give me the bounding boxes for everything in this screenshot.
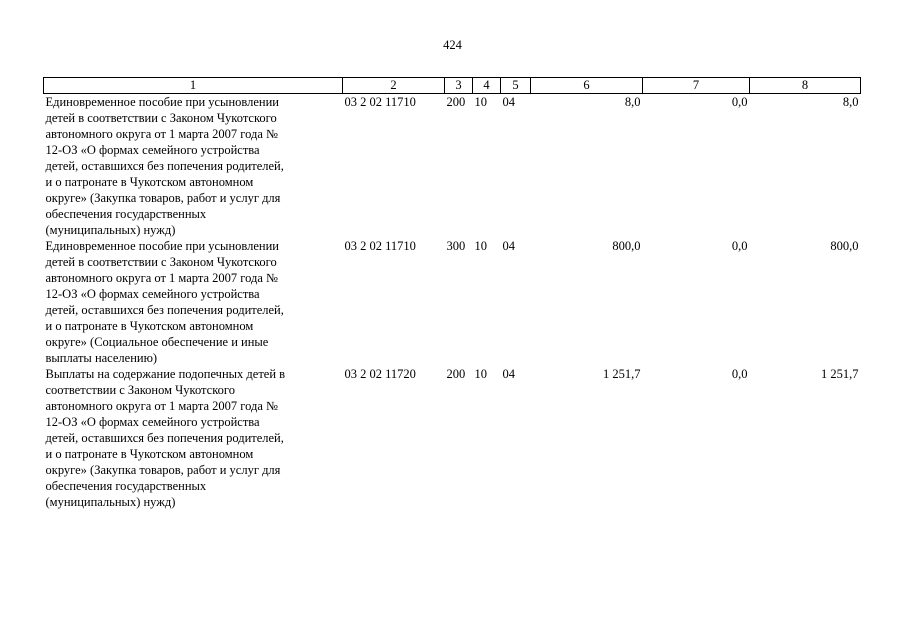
row-subsection: 04	[502, 239, 515, 253]
row-name-line: Единовременное пособие при усыновлении	[45, 239, 279, 253]
budget-table	[43, 77, 861, 510]
row-section: 10	[474, 239, 487, 253]
row-name	[44, 94, 343, 239]
table-row	[44, 366, 861, 510]
row-col6: 8,0	[624, 95, 641, 109]
table-row	[44, 94, 861, 239]
header-col-5: 5	[501, 78, 531, 94]
row-name	[44, 366, 343, 510]
header-col-2: 2	[343, 78, 445, 94]
table-row	[44, 238, 861, 366]
row-name-line: автономного округа от 1 марта 2007 года №	[45, 271, 278, 285]
row-name-line: 12-ОЗ «О формах семейного устройства	[45, 287, 260, 301]
row-col7: 0,0	[731, 239, 748, 253]
row-expense-type: 200	[446, 95, 466, 109]
row-col6: 1 251,7	[603, 367, 641, 381]
row-name-line: автономного округа от 1 марта 2007 года №	[45, 399, 278, 413]
header-col-1: 1	[44, 78, 343, 94]
row-name-line: детей в соответствии с Законом Чукотского	[45, 111, 277, 125]
row-name-line: соответствии с Законом Чукотского	[45, 383, 235, 397]
row-section: 10	[474, 367, 487, 381]
row-section: 10	[474, 95, 487, 109]
row-expense-type: 300	[446, 239, 466, 253]
row-name-line: детей в соответствии с Законом Чукотского	[45, 255, 277, 269]
row-name-line: Единовременное пособие при усыновлении	[45, 95, 279, 109]
page-number: 424	[443, 38, 462, 52]
row-name-line: 12-ОЗ «О формах семейного устройства	[45, 415, 260, 429]
header-row	[44, 78, 861, 94]
row-subsection: 04	[502, 95, 515, 109]
row-name-line: Выплаты на содержание подопечных детей в	[45, 367, 286, 381]
row-name-line: округе» (Закупка товаров, работ и услуг для	[45, 463, 281, 477]
row-col6: 800,0	[612, 239, 641, 253]
header-col-7: 7	[643, 78, 750, 94]
row-name-line: детей, оставшихся без попечения родителей,	[45, 431, 284, 445]
row-col7: 0,0	[731, 95, 748, 109]
row-code: 03 2 02 11710	[344, 239, 416, 253]
row-code: 03 2 02 11720	[344, 367, 416, 381]
row-name-line: округе» (Закупка товаров, работ и услуг для	[45, 191, 281, 205]
row-code: 03 2 02 11710	[344, 95, 416, 109]
row-name-line: и о патронате в Чукотском автономном	[45, 447, 254, 461]
row-expense-type: 200	[446, 367, 466, 381]
row-col7: 0,0	[731, 367, 748, 381]
row-name-line: выплаты населению)	[45, 351, 158, 365]
row-name-line: обеспечения государственных	[45, 479, 207, 493]
row-name	[44, 238, 343, 366]
row-col8: 8,0	[842, 95, 859, 109]
row-col8: 800,0	[830, 239, 859, 253]
header-col-3: 3	[445, 78, 473, 94]
row-name-line: и о патронате в Чукотском автономном	[45, 319, 254, 333]
header-col-8: 8	[750, 78, 861, 94]
header-col-4: 4	[473, 78, 501, 94]
row-name-line: (муниципальных) нужд)	[45, 223, 176, 237]
row-col8: 1 251,7	[821, 367, 859, 381]
row-name-line: округе» (Социальное обеспечение и иные	[45, 335, 269, 349]
row-name-line: 12-ОЗ «О формах семейного устройства	[45, 143, 260, 157]
row-name-line: детей, оставшихся без попечения родителей,	[45, 159, 284, 173]
row-subsection: 04	[502, 367, 515, 381]
header-col-6: 6	[531, 78, 643, 94]
row-name-line: детей, оставшихся без попечения родителей,	[45, 303, 284, 317]
row-name-line: автономного округа от 1 марта 2007 года №	[45, 127, 278, 141]
row-name-line: и о патронате в Чукотском автономном	[45, 175, 254, 189]
row-name-line: (муниципальных) нужд)	[45, 495, 176, 509]
row-name-line: обеспечения государственных	[45, 207, 207, 221]
